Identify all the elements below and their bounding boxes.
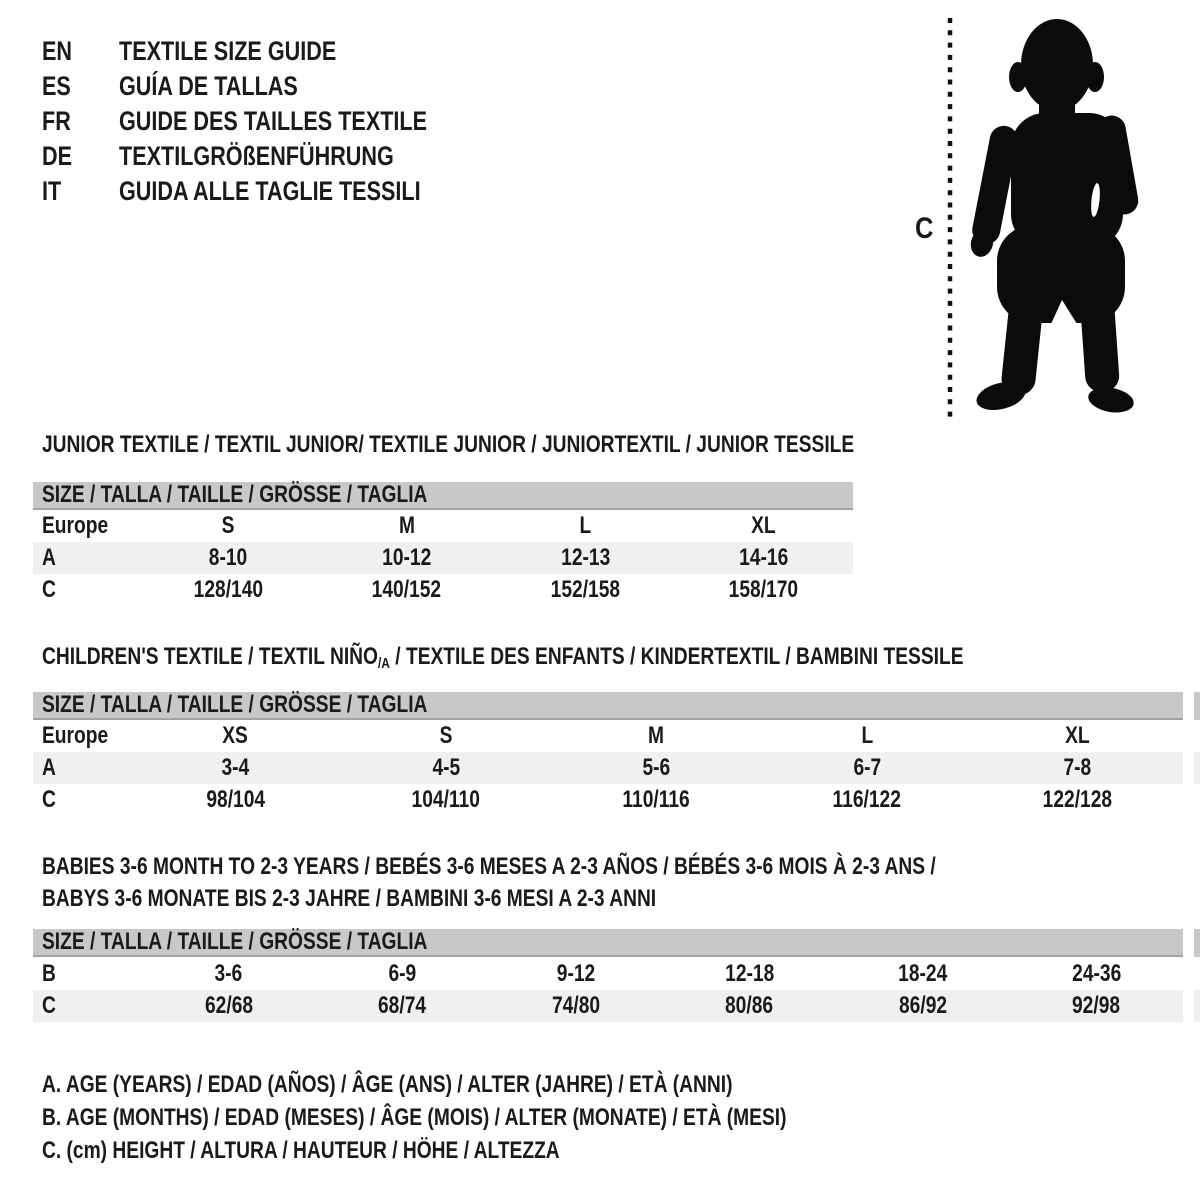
lang-row-fr xyxy=(42,104,504,139)
height-value: 116/122 xyxy=(832,786,902,813)
height-value: 158/170 xyxy=(729,576,799,603)
section-title-babies: BABIES 3-6 MONTH TO 2-3 YEARS / BEBÉS 3-6 MESES A 2-3 AÑOS / BÉBÉS 3-6 MOIS À 2-3 ANS / BABYS 3-6 MONATE BIS 2-3 JAHRE / BAMBINI 3-6 MESI A 2-3 ANNI xyxy=(42,853,936,912)
row-label: Europe xyxy=(42,722,109,749)
legend-line-c: C. (cm) HEIGHT / ALTURA / HAUTEUR / HÖHE / ALTEZZA xyxy=(42,1137,560,1164)
lang-row-it xyxy=(42,174,504,209)
row-label: A xyxy=(42,544,56,571)
junior-size-table xyxy=(33,482,853,608)
size-value: L xyxy=(861,722,873,749)
table-row-height xyxy=(33,574,853,606)
age-value: 6-7 xyxy=(853,754,881,781)
size-header-bar: SIZE / TALLA / TAILLE / GRÖSSE / TAGLIA xyxy=(33,929,1183,957)
size-header-bar: SIZE / TALLA / TAILLE / GRÖSSE / TAGLIA xyxy=(33,482,853,510)
height-value: 62/68 xyxy=(204,992,253,1019)
figure-measure-c-label: C xyxy=(915,212,934,245)
legend-block xyxy=(42,1068,973,1167)
height-value: 104/110 xyxy=(411,786,481,813)
table-edge-fragment xyxy=(1194,692,1200,720)
table-row-months xyxy=(33,957,1183,990)
height-value: 110/116 xyxy=(622,786,691,813)
age-value: 10-12 xyxy=(382,544,432,571)
row-label: B xyxy=(42,959,56,987)
size-header-bar: SIZE / TALLA / TAILLE / GRÖSSE / TAGLIA xyxy=(33,692,1183,720)
months-value: 12-18 xyxy=(724,959,774,987)
legend-line-a: A. AGE (YEARS) / EDAD (AÑOS) / ÂGE (ANS) / ALTER (JAHRE) / ETÀ (ANNI) xyxy=(42,1071,733,1098)
row-label: C xyxy=(42,786,56,813)
legend-line-b: B. AGE (MONTHS) / EDAD (MESES) / ÂGE (MOIS) / ALTER (MONATE) / ETÀ (MESI) xyxy=(42,1104,787,1131)
babies-size-table xyxy=(33,929,1183,1022)
table-row-height xyxy=(33,990,1183,1022)
table-edge-fragment xyxy=(1194,929,1200,957)
table-row-europe xyxy=(33,720,1183,752)
age-value: 5-6 xyxy=(642,754,671,781)
size-value: M xyxy=(648,722,665,749)
months-value: 3-6 xyxy=(214,959,243,987)
size-value: M xyxy=(398,512,415,539)
height-value: 140/152 xyxy=(372,576,442,603)
height-value: 92/98 xyxy=(1072,992,1121,1019)
age-value: 12-13 xyxy=(560,544,610,571)
age-value: 8-10 xyxy=(209,544,248,571)
height-value: 80/86 xyxy=(725,992,774,1019)
table-edge-fragment xyxy=(1194,752,1200,784)
lang-title-es: GUÍA DE TALLAS xyxy=(119,71,298,101)
language-title-block xyxy=(42,34,504,209)
section-title-children: CHILDREN'S TEXTILE / TEXTIL NIÑO/A / TEXTILE DES ENFANTS / KINDERTEXTIL / BAMBINI TESSILE xyxy=(42,643,964,672)
size-value: L xyxy=(579,512,592,539)
size-value: S xyxy=(221,512,235,539)
age-value: 7-8 xyxy=(1063,754,1092,781)
age-value: 4-5 xyxy=(432,754,460,781)
size-value: XL xyxy=(751,512,777,539)
row-label: A xyxy=(42,754,56,781)
lang-row-en xyxy=(42,34,504,69)
table-row-age xyxy=(33,752,1183,784)
lang-title-it: GUIDA ALLE TAGLIE TESSILI xyxy=(119,176,421,206)
months-value: 24-36 xyxy=(1071,959,1121,987)
months-value: 9-12 xyxy=(556,959,595,987)
lang-code-fr: FR xyxy=(42,106,71,136)
age-value: 14-16 xyxy=(739,544,789,571)
table-row-height xyxy=(33,784,1183,816)
lang-title-de: TEXTILGRÖßENFÜHRUNG xyxy=(119,141,394,171)
lang-title-fr: GUIDE DES TAILLES TEXTILE xyxy=(119,106,428,136)
months-value: 18-24 xyxy=(898,959,948,987)
table-row-age xyxy=(33,542,853,574)
height-value: 68/74 xyxy=(378,992,427,1019)
size-value: XS xyxy=(222,722,249,749)
toddler-silhouette-icon xyxy=(965,15,1145,421)
height-value: 98/104 xyxy=(205,786,265,813)
lang-code-de: DE xyxy=(42,141,73,171)
lang-row-de xyxy=(42,139,504,174)
section-title-junior: JUNIOR TEXTILE / TEXTIL JUNIOR/ TEXTILE JUNIOR / JUNIORTEXTIL / JUNIOR TESSILE xyxy=(42,431,855,458)
months-value: 6-9 xyxy=(388,959,417,987)
row-label: Europe xyxy=(42,512,109,539)
size-value: XL xyxy=(1065,722,1090,749)
lang-code-it: IT xyxy=(42,176,62,206)
row-label: C xyxy=(42,576,56,603)
size-value: S xyxy=(439,722,453,749)
row-label: C xyxy=(42,992,56,1019)
height-value: 152/158 xyxy=(550,576,620,603)
age-value: 3-4 xyxy=(221,754,250,781)
nino-a-subscript: /A xyxy=(377,655,390,672)
height-value: 122/128 xyxy=(1042,786,1113,813)
lang-code-es: ES xyxy=(42,71,71,101)
children-size-table xyxy=(33,692,1183,816)
lang-code-en: EN xyxy=(42,36,73,66)
lang-title-en: TEXTILE SIZE GUIDE xyxy=(119,36,337,66)
height-dashed-line xyxy=(946,18,954,418)
height-value: 86/92 xyxy=(898,992,947,1019)
height-value: 128/140 xyxy=(193,576,263,603)
table-edge-fragment xyxy=(1194,990,1200,1022)
height-value: 74/80 xyxy=(551,992,600,1019)
lang-row-es xyxy=(42,69,504,104)
table-row-europe xyxy=(33,510,853,542)
